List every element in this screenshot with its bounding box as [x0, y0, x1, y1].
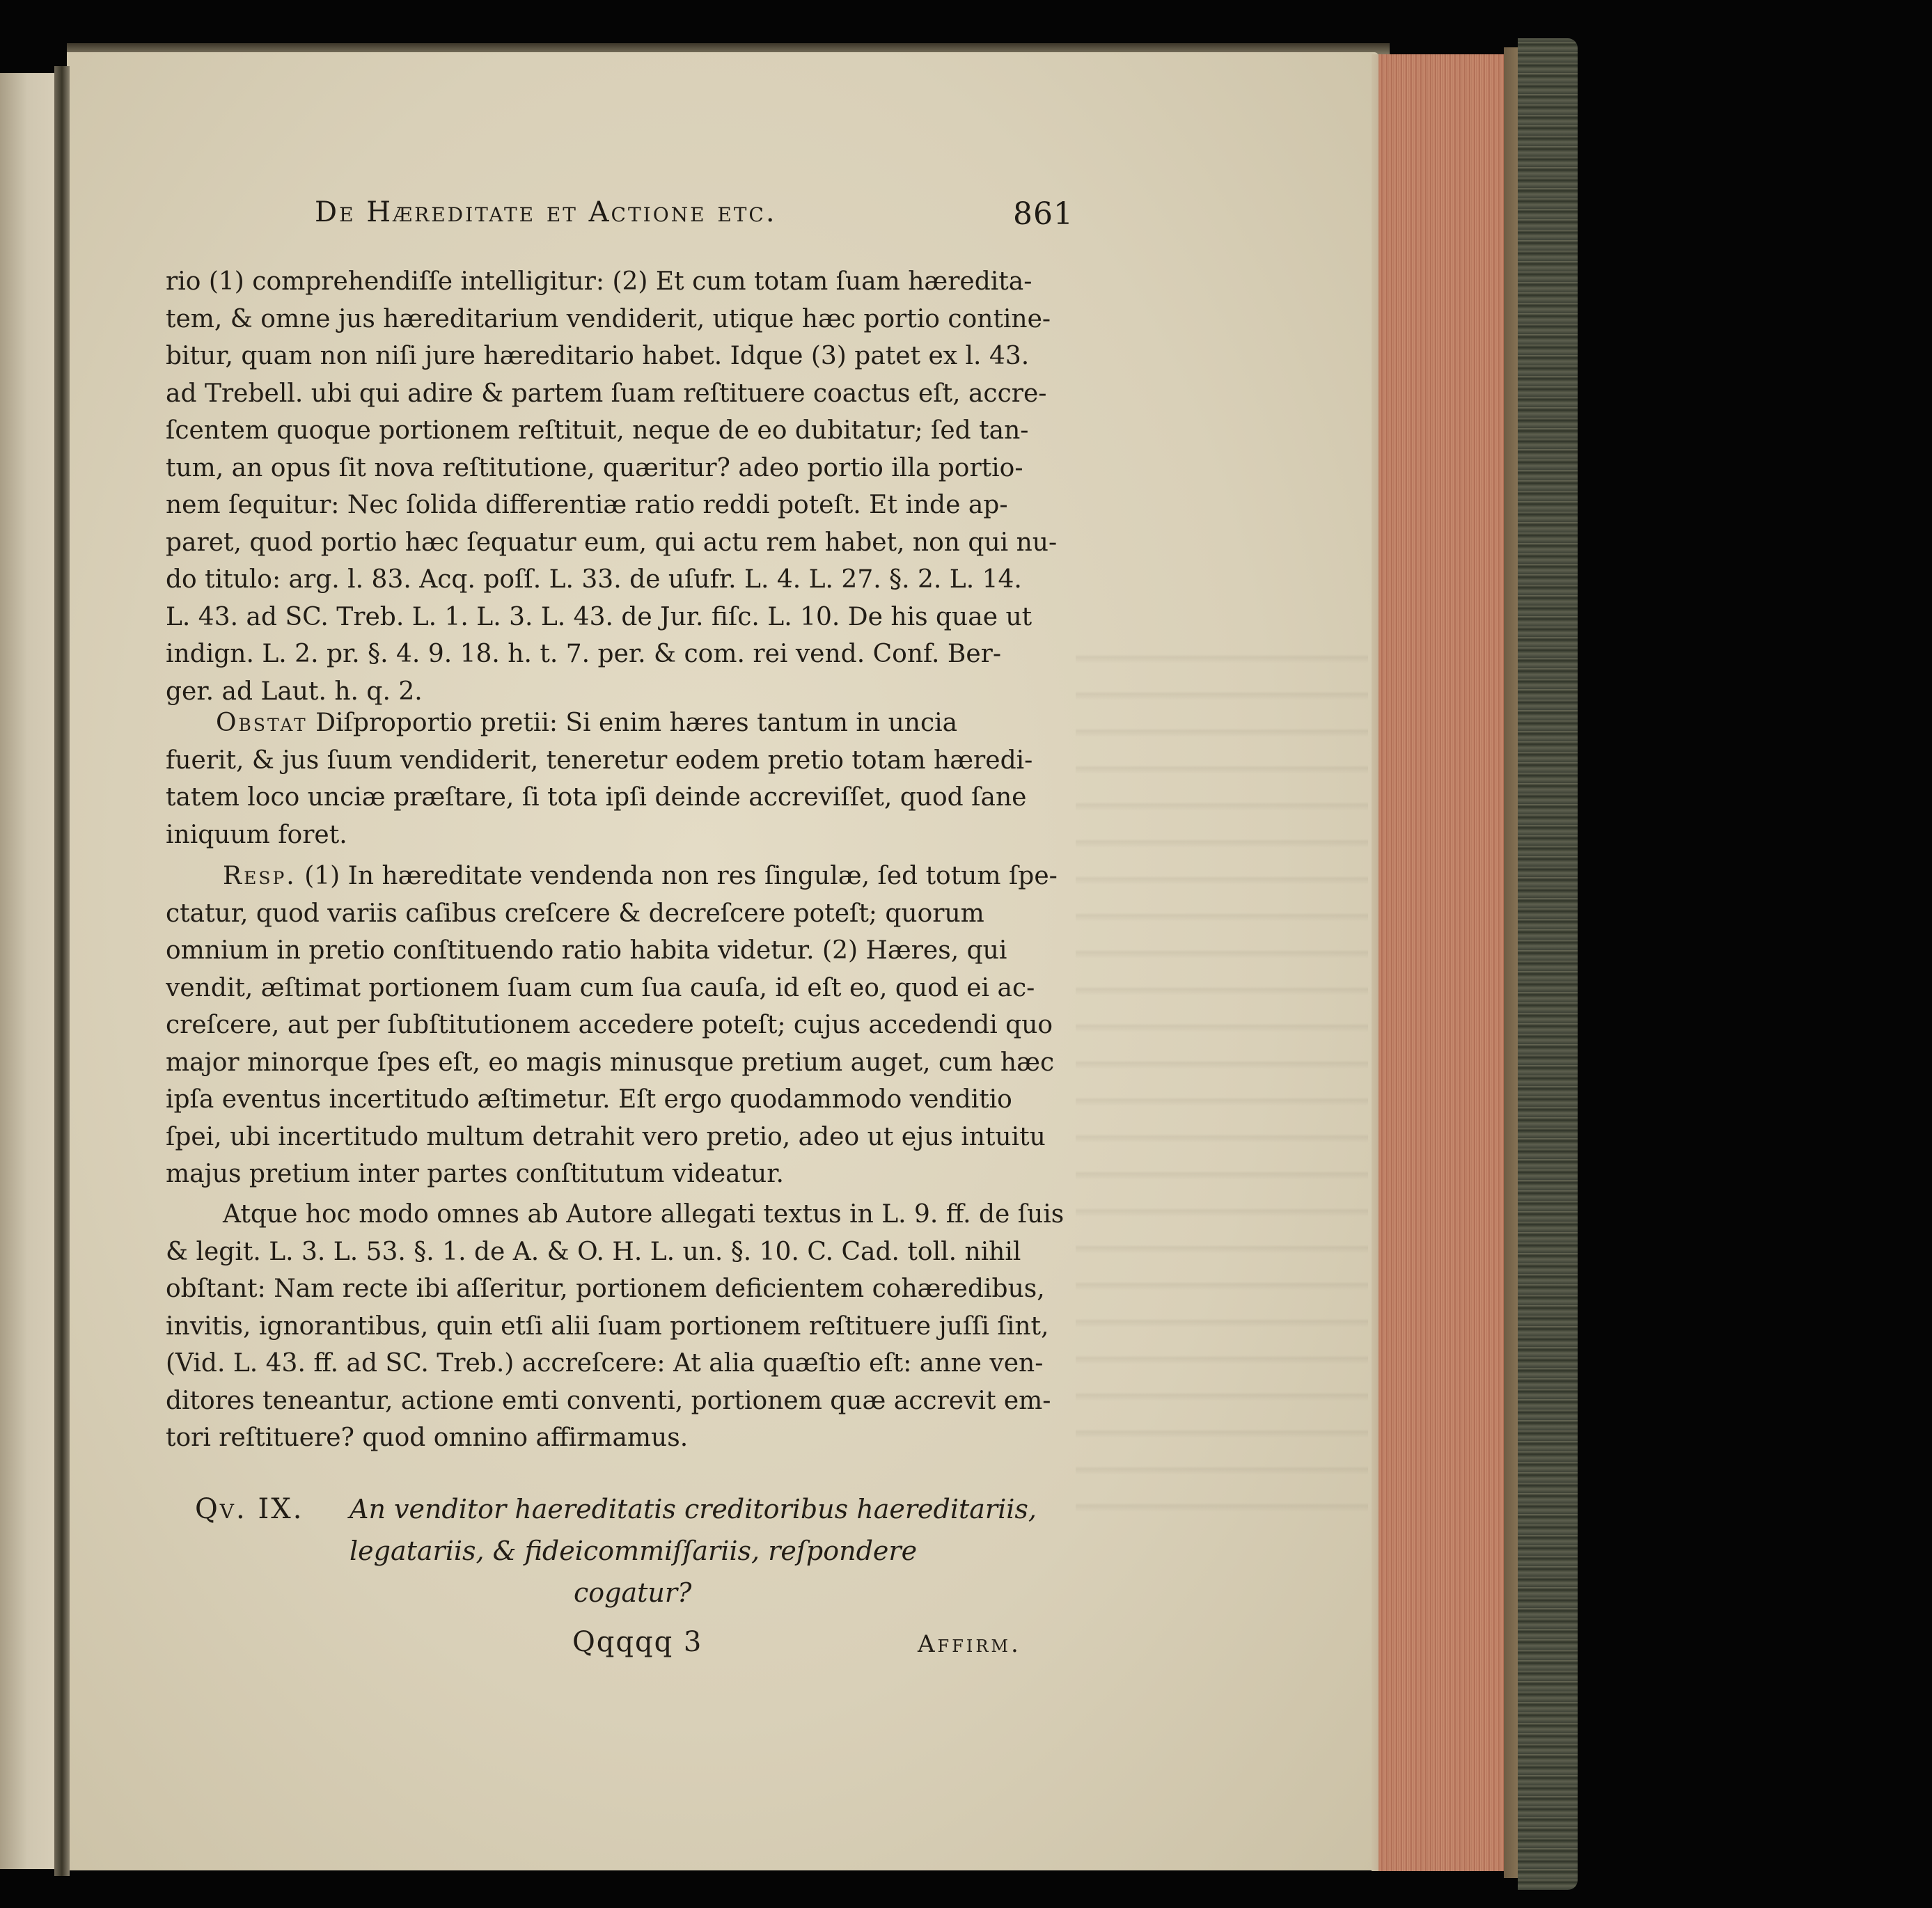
gutter-shadow	[54, 66, 70, 1876]
catchword: Affirm.	[918, 1630, 1021, 1658]
text-line: L. 43. ad SC. Treb. L. 1. L. 3. L. 43. de Jur. fiſc. L. 10. De his quae ut	[166, 602, 1032, 631]
text-line: & legit. L. 3. L. 53. §. 1. de A. & O. H. L. un. §. 10. C. Cad. toll. nihil	[166, 1237, 1021, 1266]
text-line-content: (1) In hæreditate vendenda non res ſingulæ, ſed totum ſpe-	[304, 862, 1058, 890]
paragraph-1	[166, 263, 1072, 710]
text-line: bitur, quam non niſi jure hæreditario habet. Idque (3) patet ex l. 43.	[166, 342, 1030, 370]
text-line: tum, an opus ſit nova reſtitutione, quæritur? adeo portio illa portio-	[166, 453, 1023, 482]
text-line: do titulo: arg. l. 83. Acq. poſſ. L. 33. de uſufr. L. 4. L. 27. §. 2. L. 14.	[166, 565, 1022, 594]
text-line: indign. L. 2. pr. §. 4. 9. 18. h. t. 7. per. & com. rei vend. Conf. Ber-	[166, 640, 1002, 668]
text-line: creſcere, aut per ſubſtitutionem accedere poteſt; cujus accedendi quo	[166, 1011, 1053, 1039]
text-line-content: Diſproportio pretii: Si enim hæres tantum in uncia	[315, 709, 958, 737]
paragraph-resp	[166, 858, 1072, 1193]
text-line: nem ſequitur: Nec ſolida differentiæ ratio reddi poteſt. Et inde ap-	[166, 491, 1008, 519]
text-line: invitis, ignorantibus, quin etſi alii ſuam portionem reſtituere juſſi ſint,	[166, 1311, 1049, 1341]
text-line: omnium in pretio conſtituendo ratio habita videtur. (2) Hæres, qui	[166, 936, 1007, 965]
text-line: tem, & omne jus hæreditarium vendiderit, utique hæc portio contine-	[166, 304, 1051, 333]
question-number: Qv. IX.	[195, 1493, 304, 1525]
text-line: ditores teneantur, actione emti conventi, portionem quæ accrevit em-	[166, 1386, 1051, 1415]
running-head	[315, 196, 1074, 238]
text-line: ger. ad Laut. h. q. 2.	[166, 677, 423, 706]
page-number: 861	[1013, 196, 1074, 232]
text-line: tatem loco unciæ præſtare, ſi tota ipſi deinde accreviſſet, quod ſane	[166, 783, 1027, 812]
question-line: An venditor haereditatis creditoribus haereditariis,	[350, 1494, 1037, 1524]
text-line: (Vid. L. 43. ff. ad SC. Treb.) accreſcere: At alia quæſtio eſt: anne ven-	[166, 1349, 1044, 1378]
obstat-lead: Obstat	[216, 709, 308, 737]
question-line: legatariis, & fideicommiſſariis, reſpondere	[350, 1536, 918, 1566]
show-through	[1076, 626, 1368, 1531]
text-line: major minorque ſpes eſt, eo magis minusque pretium auget, cum hæc	[166, 1048, 1055, 1077]
text-line: ſcentem quoque portionem reſtituit, neque de eo dubitatur; ſed tan-	[166, 416, 1029, 445]
resp-lead: Resp.	[223, 862, 297, 890]
signature-mark: Qqqqq 3	[572, 1626, 703, 1658]
text-line: ctatur, quod variis caſibus creſcere & decreſcere poteſt; quorum	[166, 899, 984, 928]
text-line: ſpei, ubi incertitudo multum detrahit vero pretio, adeo ut ejus intuitu	[166, 1122, 1046, 1151]
text-line: tori reſtituere? quod omnino affirmamus.	[166, 1424, 689, 1452]
paragraph-obstat	[166, 704, 1072, 853]
marbled-cover	[1518, 38, 1578, 1890]
text-line: majus pretium inter partes conſtitutum videatur.	[166, 1160, 784, 1188]
text-line: ad Trebell. ubi qui adire & partem ſuam reſtituere coactus eſt, accre-	[166, 379, 1047, 408]
text-line	[166, 704, 1072, 742]
text-line: vendit, æſtimat portionem ſuam cum ſua cauſa, id eſt eo, quod ei ac-	[166, 973, 1035, 1002]
text-line: fuerit, & jus ſuum vendiderit, teneretur eodem pretio totam hæredi-	[166, 746, 1033, 775]
text-line: paret, quod portio hæc ſequatur eum, qui actu rem habet, non qui nu-	[166, 528, 1058, 557]
question-text	[350, 1488, 1074, 1614]
text-line: ipſa eventus incertitudo æſtimetur. Eſt ergo quodammodo venditio	[166, 1085, 1012, 1114]
text-line: Atque hoc modo omnes ab Autore allegati textus in L. 9. ff. de ſuis	[223, 1200, 1065, 1229]
text-line: iniquum foret.	[166, 820, 347, 849]
red-sprinkled-fore-edge	[1379, 54, 1518, 1871]
left-page-edge	[0, 73, 61, 1869]
text-line: rio (1) comprehendiſſe intelligitur: (2) Et cum totam ſuam hæredita-	[166, 267, 1032, 296]
paragraph-atque	[166, 1196, 1072, 1457]
question-line: cogatur?	[574, 1577, 692, 1608]
text-line: obſtant: Nam recte ibi aſſeritur, portionem deficientem cohæredibus,	[166, 1275, 1045, 1303]
text-line	[166, 858, 1072, 895]
running-head-title: De Hæreditate et Actione etc.	[315, 196, 777, 228]
